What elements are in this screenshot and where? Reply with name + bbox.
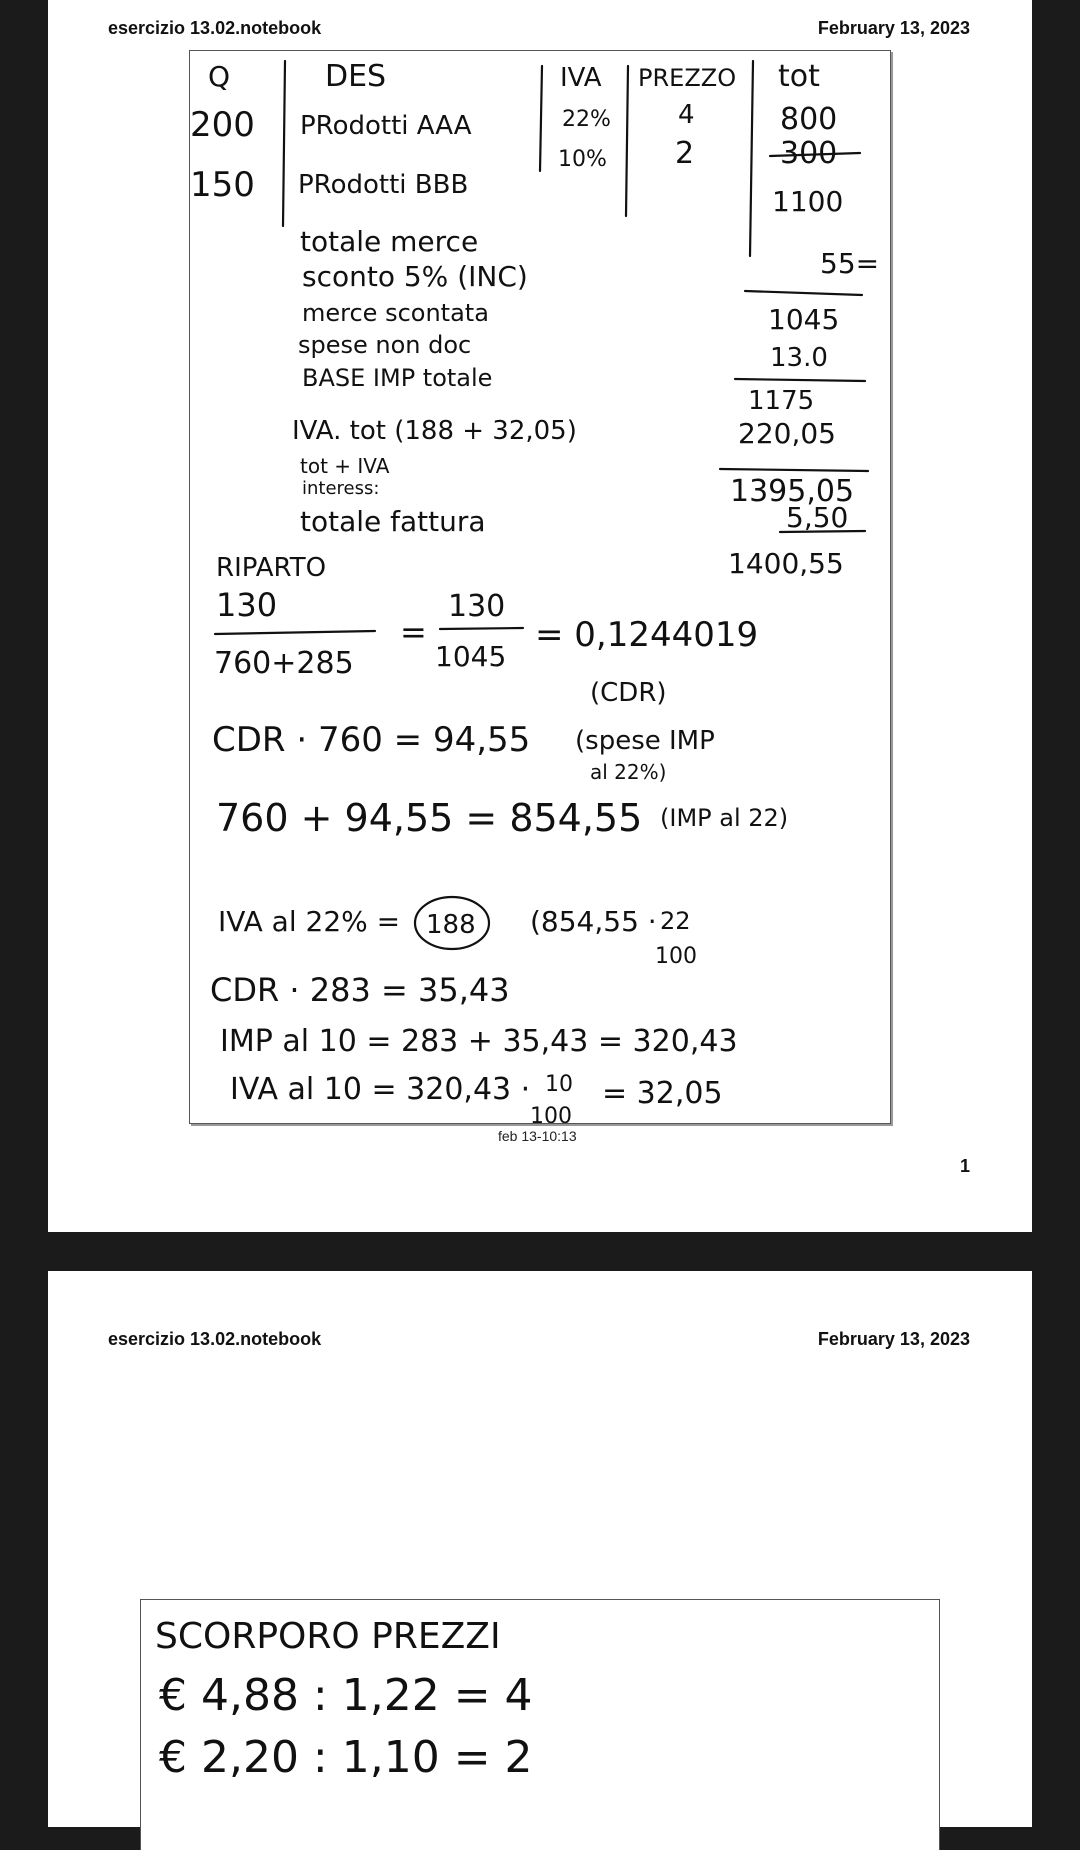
row2-iva: 10%	[558, 147, 607, 172]
row1-qty: 200	[190, 105, 255, 145]
riparto-line-iva10-result: = 32,05	[602, 1076, 723, 1111]
riparto-line-iva10-frac-den: 100	[530, 1104, 572, 1123]
summary-value-spese: 13.0	[770, 343, 828, 373]
row2-prezzo: 2	[675, 136, 695, 171]
riparto-cdr-label: (CDR)	[590, 678, 667, 708]
row1-desc: PRodotti AAA	[300, 111, 472, 141]
row2-tot: 300	[780, 136, 838, 171]
subtotal-value: 1100	[772, 185, 844, 218]
handwriting-canvas	[141, 1600, 939, 1830]
riparto-fraction-denominator: 760+285	[214, 646, 354, 681]
riparto-fraction-numerator: 130	[216, 586, 278, 624]
summary-value-sconto: 55=	[820, 247, 880, 280]
summary-label-sconto: sconto 5% (INC)	[302, 260, 528, 293]
summary-label-iva-tot: IVA. tot (188 + 32,05)	[292, 416, 577, 446]
page-header-date: February 13, 2023	[817, 18, 970, 38]
handwritten-note-area	[189, 50, 891, 1124]
col-header-q: Q	[208, 60, 231, 93]
riparto-line-imp10: IMP al 10 = 283 + 35,43 = 320,43	[220, 1024, 738, 1059]
riparto-line-cdr760: CDR · 760 = 94,55	[212, 720, 531, 760]
row1-tot: 800	[780, 102, 838, 137]
scorporo-line-1: € 4,88 : 1,22 = 4	[159, 1670, 533, 1721]
scorporo-title: SCORPORO PREZZI	[155, 1616, 501, 1657]
riparto-line-cdr283: CDR · 283 = 35,43	[210, 971, 510, 1009]
summary-label-base-imp: BASE IMP totale	[302, 364, 493, 392]
row1-prezzo: 4	[678, 100, 695, 130]
summary-value-interess: 5,50	[786, 501, 849, 534]
riparto-line-cdr760-note-b: al 22%)	[590, 760, 667, 784]
riparto-line-iva22-circled: 188	[426, 910, 476, 940]
riparto-line-iva22-frac-num: 22	[660, 907, 691, 935]
summary-value-base-imp: 1175	[748, 386, 815, 416]
riparto-line-iva22: IVA al 22% =	[218, 905, 401, 938]
riparto-eq-denominator: 1045	[435, 640, 507, 673]
page-footer-timestamp: feb 13-10:13	[498, 1128, 577, 1144]
page-header-title: esercizio 13.02.notebook	[108, 18, 322, 38]
col-header-tot: tot	[778, 59, 820, 94]
riparto-line-iva10-frac-num: 10	[545, 1072, 573, 1097]
row1-iva: 22%	[562, 107, 611, 132]
riparto-line-iva22-frac-den: 100	[655, 944, 697, 969]
summary-label-merce-scontata: merce scontata	[302, 299, 489, 327]
handwritten-note-area	[140, 1599, 940, 1850]
riparto-eq-numerator: 130	[448, 589, 506, 624]
summary-value-merce-scontata: 1045	[768, 303, 840, 336]
col-header-iva: IVA	[560, 63, 602, 93]
scorporo-line-2: € 2,20 : 1,10 = 2	[159, 1732, 533, 1783]
page-header-date: February 13, 2023	[817, 1329, 970, 1349]
riparto-line-cdr760-note: (spese IMP	[575, 726, 715, 756]
col-header-prezzo: PREZZO	[638, 64, 737, 92]
summary-label-totale-fattura: totale fattura	[300, 505, 486, 538]
riparto-title: RIPARTO	[216, 553, 327, 583]
summary-label-tot-iva: tot + IVA	[300, 454, 390, 478]
summary-value-iva-tot: 220,05	[738, 417, 836, 450]
riparto-line-iva10: IVA al 10 = 320,43 ·	[230, 1072, 531, 1107]
riparto-line-imp22-note: (IMP al 22)	[660, 804, 789, 832]
equals-sign: =	[400, 613, 427, 651]
summary-label-totale-merce: totale merce	[300, 225, 479, 258]
page-number: 1	[959, 1156, 970, 1176]
summary-value-totale-fattura: 1400,55	[728, 547, 844, 580]
handwriting-canvas	[190, 51, 890, 1123]
notebook-page-2	[48, 1271, 1032, 1827]
riparto-result: = 0,1244019	[535, 615, 759, 655]
row2-desc: PRodotti BBB	[298, 170, 469, 200]
row2-qty: 150	[190, 165, 255, 205]
notebook-page-1	[48, 0, 1032, 1232]
col-header-des: DES	[325, 59, 387, 94]
summary-label-interess: interess:	[302, 478, 380, 499]
summary-value-tot-iva: 1395,05	[730, 474, 855, 509]
summary-label-spese-non-doc: spese non doc	[298, 331, 472, 359]
riparto-line-iva22-paren: (854,55 ·	[530, 905, 657, 938]
page-header-title: esercizio 13.02.notebook	[108, 1329, 322, 1349]
riparto-line-imp22: 760 + 94,55 = 854,55	[216, 796, 643, 840]
